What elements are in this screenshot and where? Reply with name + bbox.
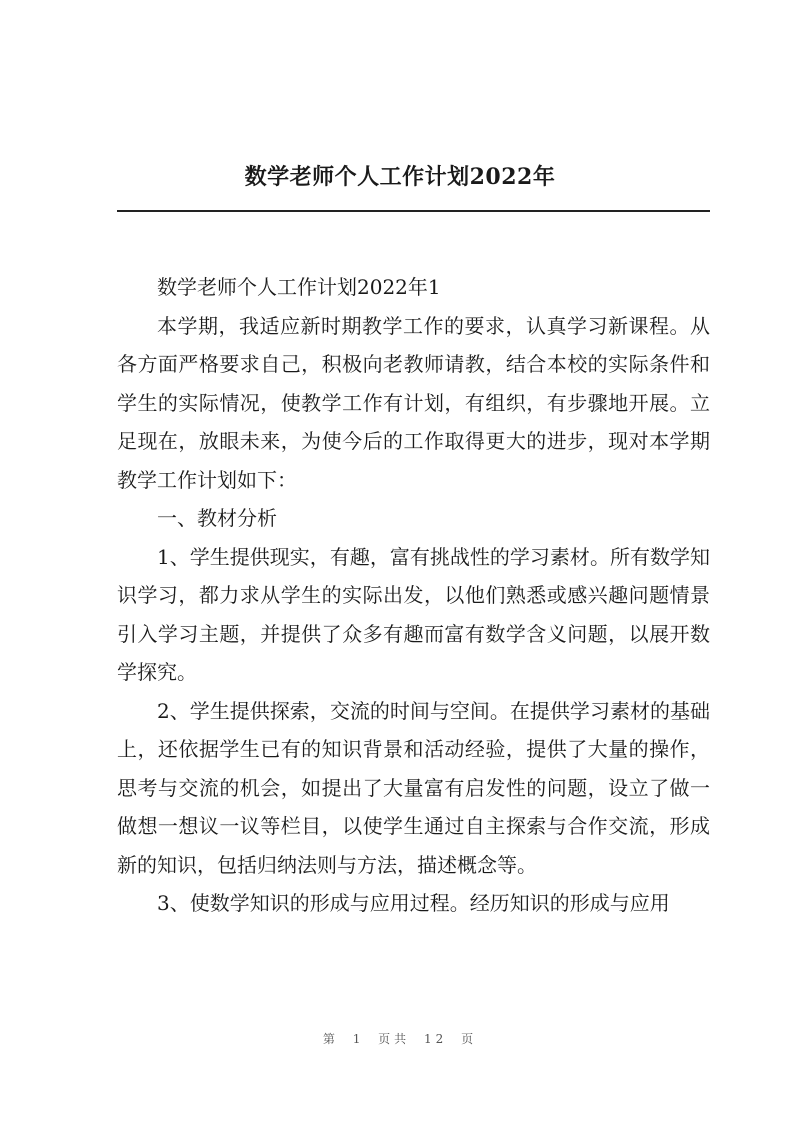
document-body [117, 268, 710, 923]
paragraph-item-2: 2、学生提供探索，交流的时间与空间。在提供学习素材的基础上，还依据学生已有的知识背景和活动经验，提供了大量的操作，思考与交流的机会，如提出了大量富有启发性的问题，设立了做一做想一想议一议等栏目，以使学生通过自主探索与合作交流，形成新的知识，包括归纳法则与方法，描述概念等。 [117, 698, 710, 877]
page-number-label: 第 1 页共 12 页 [322, 1032, 478, 1046]
paragraph-item-3: 3、使数学知识的形成与应用过程。经历知识的形成与应用 [157, 891, 670, 915]
paragraph-intro: 本学期，我适应新时期教学工作的要求，认真学习新课程。从各方面严格要求自己，积极向老教师请教，结合本校的实际条件和学生的实际情况，使教学工作有计划，有组织，有步骤地开展。立足现在，放眼未来，为使今后的工作取得更大的进步，现对本学期教学工作计划如下： [117, 313, 710, 492]
title-divider [117, 210, 710, 212]
paragraph-heading: 数学老师个人工作计划2022年1 [157, 275, 441, 299]
section-heading: 一、教材分析 [157, 506, 277, 530]
document-title: 数学老师个人工作计划2022年 [244, 164, 556, 190]
page-footer [0, 1030, 800, 1047]
paragraph-item-1: 1、学生提供现实，有趣，富有挑战性的学习素材。所有数学知识学习，都力求从学生的实际出发，以他们熟悉或感兴趣问题情景引入学习主题，并提供了众多有趣而富有数学含义问题，以展开数学探究。 [117, 544, 710, 684]
